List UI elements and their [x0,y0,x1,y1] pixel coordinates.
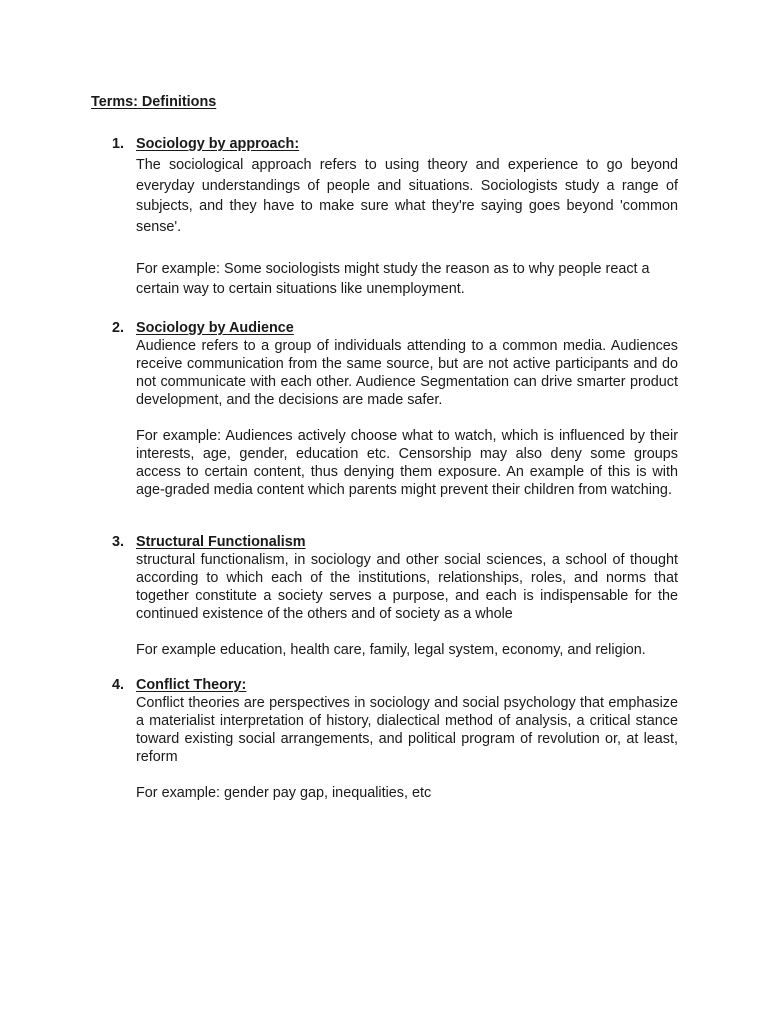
definition-section-3 [112,533,678,659]
definition-section-4 [112,676,678,802]
section-body [136,337,678,499]
section-number: 4. [112,677,125,693]
definition-paragraph: Conflict theories are perspectives in sociology and social psychology that emphasize a materialist interpretation of history, dialectical method of analysis, a critical stance toward existing social arrangements, and political program of revolution or, at least, reform [136,695,678,765]
document-title: Terms: Definitions [91,94,217,110]
section-body [136,551,678,659]
example-paragraph: For example: gender pay gap, inequalities, etc [136,785,432,801]
section-heading [112,533,678,551]
section-number: 2. [112,320,125,336]
section-title: Sociology by approach: [136,136,300,152]
example-paragraph: For example: Some sociologists might study the reason as to why people react a certain way to certain situations like unemployment. [136,260,650,298]
section-title: Structural Functionalism [136,534,306,550]
definition-paragraph: The sociological approach refers to using theory and experience to go beyond everyday understandings of people and situations. Sociologists study a range of subjects, and they have to make sure what they're saying goes beyond 'common sense'. [136,157,678,236]
section-number: 3. [112,534,125,550]
definition-section-2 [112,319,678,499]
example-paragraph: For example education, health care, family, legal system, economy, and religion. [136,642,646,658]
section-title: Sociology by Audience [136,320,294,336]
section-body [136,694,678,802]
section-title: Conflict Theory: [136,677,247,693]
definition-paragraph: Audience refers to a group of individuals attending to a common media. Audiences receive communication from the same source, but are not active participants and do not communicate with each other. Audience Segmentation can drive smarter product development, and the decisions are made safer. [136,338,678,408]
definition-paragraph: structural functionalism, in sociology and other social sciences, a school of thought according to which each of the institutions, relationships, roles, and norms that together constitute a society serves a purpose, and each is indispensable for the continued existence of the others and of society as a whole [136,552,678,622]
section-number: 1. [112,136,125,152]
definition-section-1 [112,135,678,300]
section-heading [112,676,678,694]
section-body [136,155,678,300]
section-heading [112,319,678,337]
section-heading [112,135,678,153]
example-paragraph: For example: Audiences actively choose what to watch, which is influenced by their interests, age, gender, education etc. Censorship may also deny some groups access to certain content, thus denying them exposure. An example of this is with age-graded media content which parents might prevent their children from watching. [136,428,678,498]
